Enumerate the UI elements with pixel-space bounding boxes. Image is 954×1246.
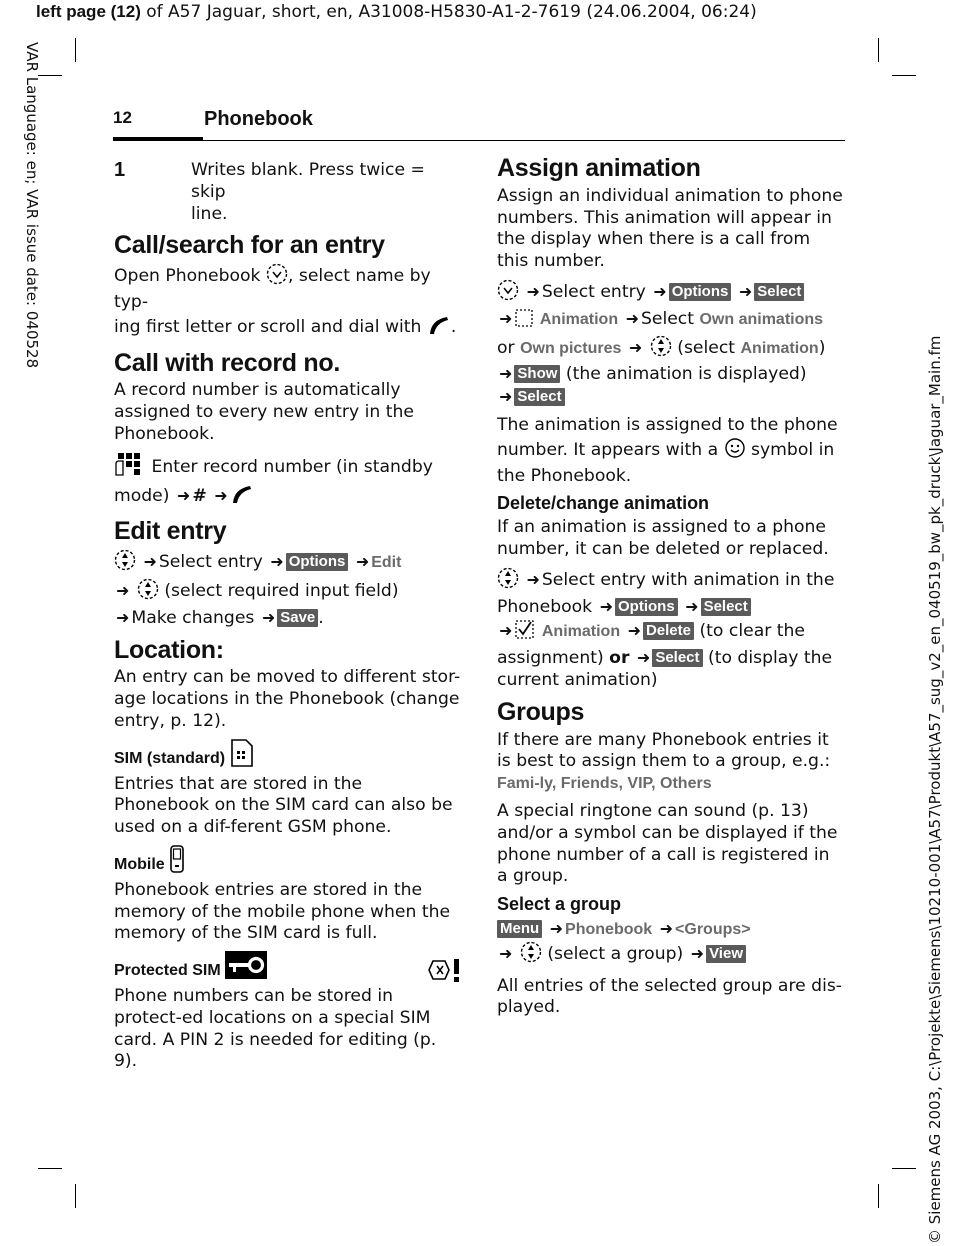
assign-animation-text: Assign an individual animation to phone numbers. This animation will appear in the display when there is a call from this number. bbox=[497, 185, 843, 272]
sim-standard-title: SIM (standard) bbox=[114, 739, 462, 774]
right-column bbox=[497, 154, 845, 1025]
mobile-text: Phonebook entries are stored in the memory of the mobile phone when the memory of the SIM card is full. bbox=[114, 879, 451, 944]
nav-updown-icon bbox=[114, 549, 136, 578]
call-record-text: A record number is automatically assigned to every new entry in the Phonebook. bbox=[114, 380, 414, 444]
groups-ringtone-text: A special ringtone can sound (p. 13) and/or a symbol can be displayed if the phone number of a call is registered in a group. bbox=[497, 800, 838, 887]
crop-mark bbox=[38, 75, 62, 76]
select-softkey[interactable]: Select bbox=[754, 283, 804, 301]
assign-animation-result: The animation is assigned to the phone number. It appears with a symbol in the Phonebook. bbox=[497, 414, 838, 486]
arrow-icon: ➜ bbox=[690, 943, 705, 963]
key-icon bbox=[225, 951, 267, 986]
call-record-steps: Enter record number (in standby mode) ➜ # ➜ bbox=[114, 452, 462, 512]
footnote bbox=[114, 160, 462, 225]
select-softkey[interactable]: Select bbox=[652, 649, 702, 667]
edit-menu-item[interactable]: Edit bbox=[371, 554, 402, 572]
arrow-icon: ➜ bbox=[214, 485, 228, 505]
section-title-assign-animation: Assign animation bbox=[497, 154, 701, 182]
arrow-icon: ➜ bbox=[116, 607, 130, 627]
crop-mark bbox=[892, 1168, 916, 1169]
arrow-icon: ➜ bbox=[499, 621, 513, 641]
nav-updown-icon bbox=[497, 567, 519, 596]
call-key-icon bbox=[427, 314, 451, 343]
arrow-icon: ➜ bbox=[653, 281, 667, 301]
arrow-icon: ➜ bbox=[176, 485, 191, 505]
blank-frame-icon bbox=[514, 308, 534, 335]
edit-entry-steps: ➜ Select entry ➜ Options ➜ Edit ➜ (select required input field) ➜ Make changes ➜ Save . bbox=[114, 549, 462, 629]
protected-sim-text: Phone numbers can be stored in protect-ed locations on a special SIM card. A PIN 2 is needed for editing (p. 9). bbox=[114, 985, 437, 1072]
groups-text: If there are many Phonebook entries it is best to assign them to a group, e.g.: Fami-ly, Friends, VIP, Others bbox=[497, 729, 831, 793]
arrow-icon: ➜ bbox=[636, 648, 651, 668]
margin-right-text: © Siemens AG 2003, C:\Projekte\Siemens\10210-001\A57\Produkt\A57_sug_v2_en_040519_bw_pk_druck\Jaguar_Main.fm bbox=[926, 335, 944, 1244]
arrow-icon: ➜ bbox=[261, 607, 276, 627]
keypad-icon bbox=[114, 452, 146, 483]
animation-menu-item[interactable]: Animation bbox=[541, 623, 621, 641]
section-title-call-record: Call with record no. bbox=[114, 348, 340, 377]
delete-change-title: Delete/change animation bbox=[497, 493, 710, 514]
arrow-icon: ➜ bbox=[599, 596, 614, 616]
margin-left-text: VAR Language: en; VAR issue date: 040528 bbox=[23, 42, 41, 369]
section-title-location: Location: bbox=[114, 635, 224, 664]
arrow-icon: ➜ bbox=[738, 281, 753, 301]
arrow-icon: ➜ bbox=[627, 621, 641, 641]
delete-change-steps: ➜ Select entry with animation in the Phonebook ➜ Options ➜ Select ➜ Animation ➜ Delete (to clear the assignment) or ➜ Select (to display the current animation) bbox=[497, 567, 845, 692]
crop-mark bbox=[75, 38, 76, 62]
print-header: left page (12) of A57 Jaguar, short, en, A31008-H5830-A1-2-7619 (24.06.2004, 06:24) bbox=[36, 2, 757, 22]
arrow-icon: ➜ bbox=[526, 281, 540, 301]
section-title-call-search: Call/search for an entry bbox=[114, 231, 385, 260]
crop-mark bbox=[75, 1184, 76, 1208]
select-group-title: Select a group bbox=[497, 894, 622, 915]
animation-item[interactable]: Animation bbox=[740, 339, 819, 357]
header-rule bbox=[113, 140, 845, 141]
arrow-icon: ➜ bbox=[116, 580, 130, 600]
arrow-icon: ➜ bbox=[549, 918, 564, 938]
arrow-icon: ➜ bbox=[628, 337, 643, 357]
footnote-line: line. bbox=[191, 203, 228, 224]
arrow-icon: ➜ bbox=[143, 552, 157, 572]
section-title-edit-entry: Edit entry bbox=[114, 517, 227, 546]
network-dependent-icon bbox=[428, 957, 462, 990]
view-softkey[interactable]: View bbox=[706, 945, 746, 963]
location-text: An entry can be moved to different stor-age locations in the Phonebook (change entry, p. 12). bbox=[114, 667, 461, 731]
delete-change-text: If an animation is assigned to a phone number, it can be deleted or replaced. bbox=[497, 517, 829, 559]
or-text: or bbox=[609, 648, 630, 669]
mobile-phone-icon bbox=[169, 845, 185, 880]
own-pictures-item[interactable]: Own pictures bbox=[520, 339, 622, 357]
crop-mark bbox=[892, 75, 916, 76]
arrow-icon: ➜ bbox=[499, 943, 513, 963]
mobile-title: Mobile bbox=[114, 845, 462, 880]
arrow-icon: ➜ bbox=[659, 918, 674, 938]
options-softkey[interactable]: Options bbox=[669, 283, 732, 301]
nav-updown-icon bbox=[650, 335, 672, 364]
arrow-icon: ➜ bbox=[270, 552, 284, 572]
page-number: 12 bbox=[113, 108, 132, 127]
select-softkey[interactable]: Select bbox=[514, 388, 564, 406]
nav-down-icon bbox=[266, 263, 288, 292]
crop-mark bbox=[38, 1168, 62, 1169]
sim-card-icon bbox=[230, 739, 254, 774]
groups-menu-item[interactable]: <Groups> bbox=[675, 920, 751, 938]
checked-frame-icon bbox=[514, 618, 536, 647]
arrow-icon: ➜ bbox=[625, 308, 639, 328]
show-softkey[interactable]: Show bbox=[514, 365, 560, 383]
select-group-steps: Menu ➜ Phonebook ➜ <Groups> ➜ (select a group) ➜ View bbox=[497, 918, 845, 970]
options-softkey[interactable]: Options bbox=[615, 598, 678, 616]
group-examples: Fami-ly, Friends, VIP, Others bbox=[497, 775, 712, 793]
delete-softkey[interactable]: Delete bbox=[643, 622, 694, 640]
phonebook-menu-item[interactable]: Phonebook bbox=[565, 920, 653, 938]
call-key-icon bbox=[230, 483, 254, 512]
arrow-icon: ➜ bbox=[526, 569, 540, 589]
hash-key: # bbox=[192, 485, 207, 506]
nav-down-icon bbox=[497, 279, 519, 308]
sim-standard-text: Entries that are stored in the Phonebook on the SIM card can also be used on a dif-ferent GSM phone. bbox=[114, 773, 453, 838]
nav-updown-icon bbox=[137, 578, 159, 607]
left-column bbox=[114, 160, 462, 1079]
arrow-icon: ➜ bbox=[355, 552, 370, 572]
nav-updown-icon bbox=[520, 941, 542, 970]
chapter-title: Phonebook bbox=[204, 108, 313, 130]
arrow-icon: ➜ bbox=[685, 596, 699, 616]
section-title-groups: Groups bbox=[497, 697, 585, 726]
options-softkey[interactable]: Options bbox=[286, 553, 349, 571]
arrow-icon: ➜ bbox=[499, 308, 513, 328]
protected-sim-title: Protected SIM bbox=[114, 951, 462, 986]
arrow-icon: ➜ bbox=[499, 387, 513, 407]
groups-final-text: All entries of the selected group are dis-played. bbox=[497, 975, 843, 1018]
call-search-text: Open Phonebook , select name by typ- ing first letter or scroll and dial with . bbox=[114, 263, 462, 342]
footnote-line: Writes blank. Press twice = skip bbox=[191, 160, 425, 202]
protected-sim-block bbox=[114, 951, 462, 1073]
smiley-icon bbox=[724, 437, 746, 466]
footnote-marker: 1 bbox=[114, 159, 126, 181]
assign-animation-steps: ➜ Select entry ➜ Options ➜ Select ➜ Animation ➜ Select Own animations or Own pictures ➜ (select Animation) ➜ Show (the animation is displayed) ➜ Select bbox=[497, 279, 845, 409]
save-softkey[interactable]: Save bbox=[277, 609, 318, 627]
select-softkey[interactable]: Select bbox=[701, 598, 751, 616]
animation-menu-item[interactable]: Animation bbox=[539, 310, 619, 328]
menu-softkey[interactable]: Menu bbox=[497, 920, 542, 938]
own-animations-item[interactable]: Own animations bbox=[699, 310, 824, 328]
crop-mark bbox=[878, 1184, 879, 1208]
crop-mark bbox=[878, 38, 879, 62]
arrow-icon: ➜ bbox=[499, 364, 513, 384]
